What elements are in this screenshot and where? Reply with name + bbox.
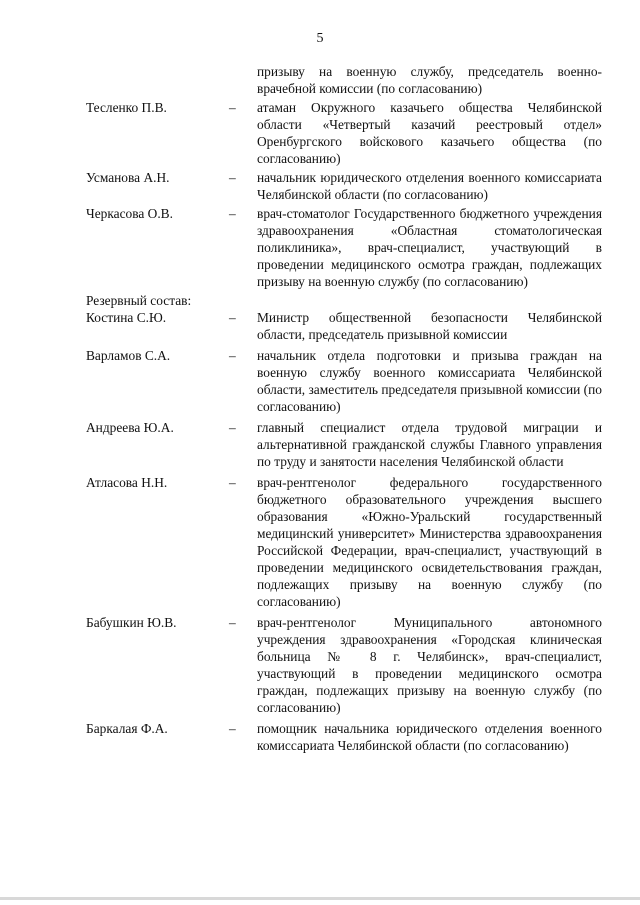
page-number: 5 [316, 31, 324, 46]
member-entry [86, 169, 602, 203]
member-position: начальник отдела подготовки и призыва граждан на военную службу военного комиссариата Челябинской области, заместитель председателя призывной комиссии (по согласованию) [257, 348, 602, 414]
scan-edge-line [0, 897, 640, 900]
entry-dash: – [229, 348, 236, 363]
member-name: Бабушкин Ю.В. [86, 615, 177, 630]
member-name: Тесленко П.В. [86, 100, 167, 115]
entry-dash: – [229, 615, 236, 630]
member-name: Баркалая Ф.А. [86, 721, 168, 736]
member-name: Костина С.Ю. [86, 310, 167, 325]
entry-dash: – [229, 170, 236, 185]
reserve-member-entry [86, 474, 602, 610]
member-position: врач-рентгенолог Муниципального автономного учреждения здравоохранения «Городская клиническая больница № 8 г. Челябинск», врач-специалист, участвующий в проведении медицинского осмотра граждан, подлежащих призыву на военную службу (по согласованию) [257, 615, 602, 715]
member-position: атаман Окружного казачьего общества Челябинской области «Четвертый казачий реестровый отдел» Оренбургского войскового казачьего общества (по согласованию) [257, 100, 602, 166]
member-position: начальник юридического отделения военного комиссариата Челябинской области (по согласованию) [257, 170, 602, 202]
commission-list [86, 63, 602, 754]
reserve-member-entry [86, 720, 602, 754]
continuation-text: призыву на военную службу, председатель военно-врачебной комиссии (по согласованию) [257, 64, 602, 96]
reserve-member-entry [86, 347, 602, 415]
reserve-member-entry [86, 614, 602, 716]
member-position: главный специалист отдела трудовой миграции и альтернативной гражданской службы Главного управления по труду и занятости населения Челябинской области [257, 420, 602, 469]
entry-dash: – [229, 310, 236, 325]
continuation-entry [86, 63, 602, 97]
entry-dash: – [229, 100, 236, 115]
reserve-member-entry [86, 419, 602, 470]
member-name: Варламов С.А. [86, 348, 171, 363]
entry-dash: – [229, 721, 236, 736]
reserve-heading: Резервный состав: [86, 293, 192, 308]
entry-dash: – [229, 206, 236, 221]
member-position: врач-рентгенолог федерального государственного бюджетного образовательного учреждения высшего образования «Южно-Уральский государственный медицинский университет» Министерства здравоохранения Российской Федерации, врач-специалист, участвующий в проведении медицинского освидетельствования граждан, подлежащих призыву на военную службу (по согласованию) [257, 475, 602, 609]
member-position: помощник начальника юридического отделения военного комиссариата Челябинской области (по согласованию) [257, 721, 602, 753]
entry-dash: – [229, 420, 236, 435]
member-entry [86, 205, 602, 290]
entry-dash: – [229, 475, 236, 490]
member-position: врач-стоматолог Государственного бюджетного учреждения здравоохранения «Областная стоматологическая поликлиника», врач-специалист, участвующий в проведении медицинского осмотра граждан, подлежащих призыву на военную службу (по согласованию) [257, 206, 602, 289]
reserve-member-entry [86, 309, 602, 343]
member-position: Министр общественной безопасности Челябинской области, председатель призывной комиссии [257, 310, 602, 342]
member-name: Атласова Н.Н. [86, 475, 168, 490]
member-name: Усманова А.Н. [86, 170, 170, 185]
member-name: Черкасова О.В. [86, 206, 173, 221]
member-name: Андреева Ю.А. [86, 420, 174, 435]
member-entry [86, 99, 602, 167]
